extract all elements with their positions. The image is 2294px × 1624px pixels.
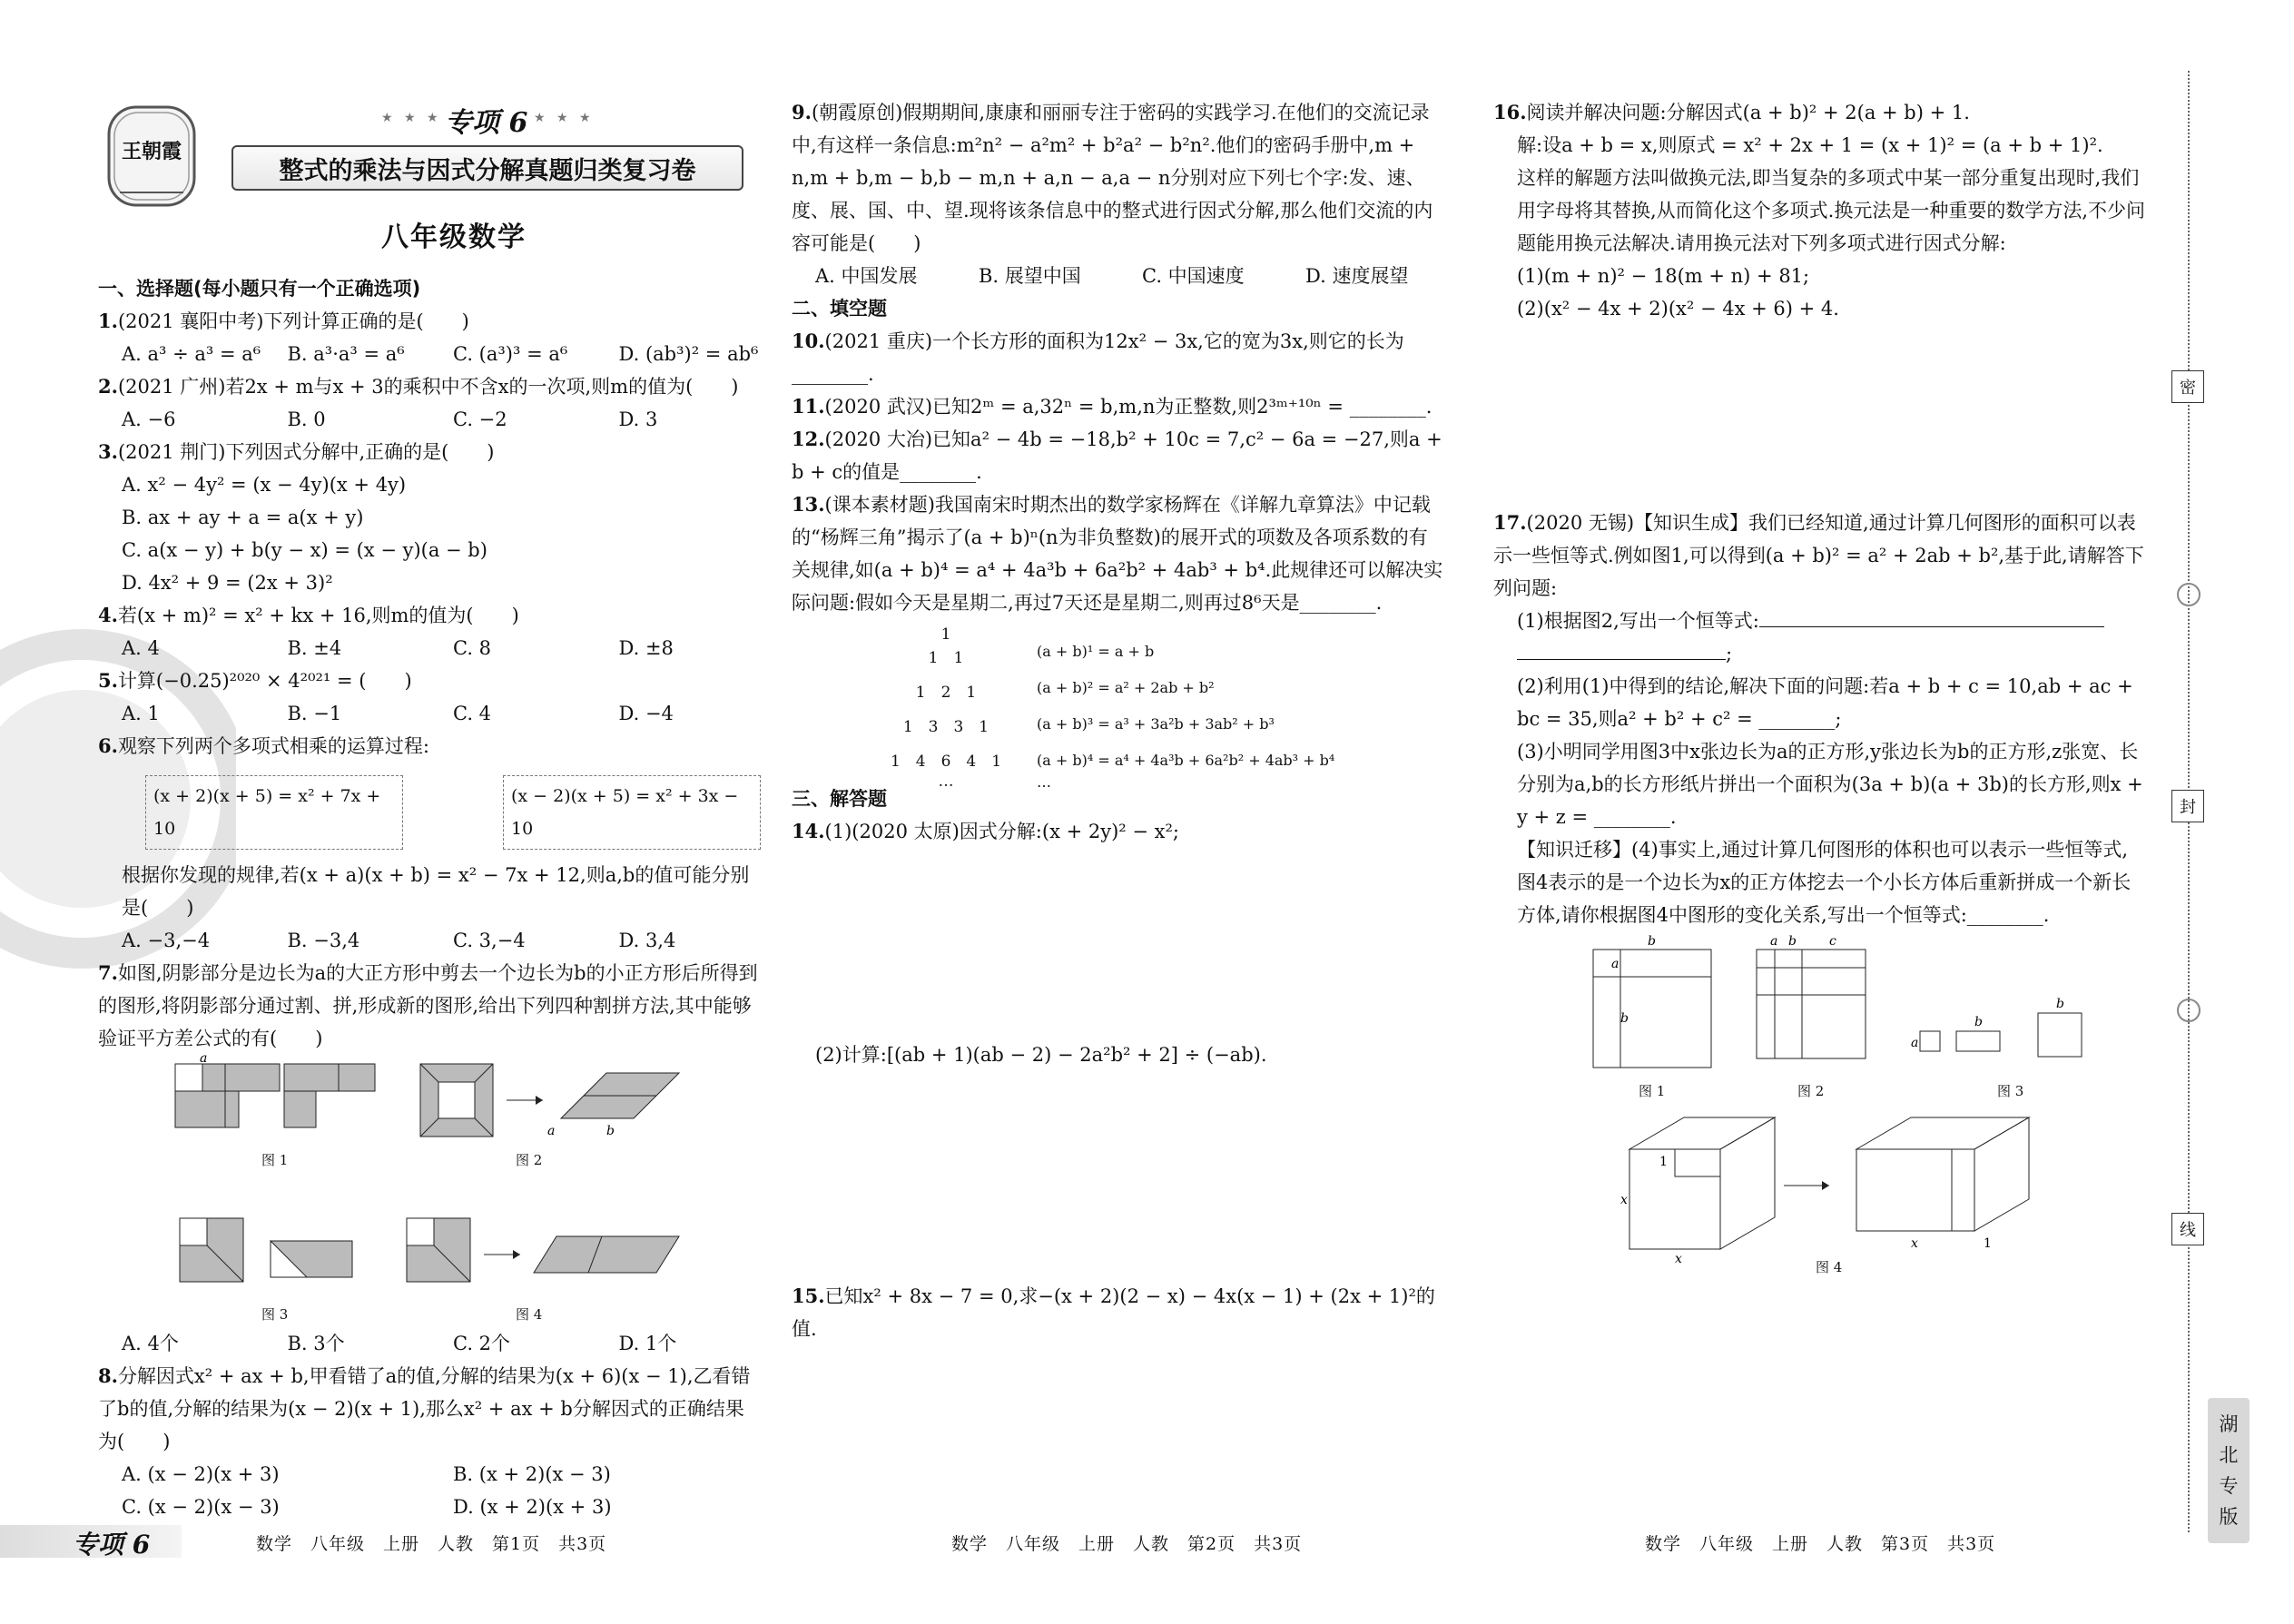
option-a[interactable]: A. 4个 bbox=[122, 1333, 179, 1354]
q6-question: 根据你发现的规律,若(x + a)(x + b) = x² − 7x + 12,则a,b的值可能分别是( ) bbox=[122, 864, 750, 919]
q6-equation-1: (x + 2)(x + 5) = x² + 7x + 10 bbox=[145, 775, 403, 850]
option-a[interactable]: A. −6 bbox=[122, 408, 176, 430]
triangle-row: 1 4 6 4 1 bbox=[890, 753, 1002, 771]
expansion-row: (a + b)⁴ = a⁴ + 4a³b + 6a²b² + 4ab³ + b⁴ bbox=[1037, 752, 1335, 769]
binding-mark-close: 封 bbox=[2171, 790, 2204, 822]
q6-options bbox=[98, 924, 761, 957]
svg-text:x: x bbox=[1911, 1236, 1918, 1251]
svg-text:b: b bbox=[1648, 934, 1656, 949]
question-15: 15.已知x² + 8x − 7 = 0,求−(x + 2)(2 − x) − 4x(x − 1) + (2x + 1)²的值. bbox=[792, 1284, 1435, 1340]
option-c[interactable]: C. (a³)³ = a⁶ bbox=[453, 343, 568, 365]
q5-options bbox=[98, 697, 761, 730]
svg-text:b: b bbox=[2056, 997, 2064, 1011]
option-c[interactable]: C. 8 bbox=[453, 637, 492, 659]
option-b[interactable]: B. 3个 bbox=[287, 1333, 345, 1354]
svg-text:a: a bbox=[1611, 957, 1620, 971]
svg-text:b: b bbox=[606, 1124, 615, 1138]
option-b[interactable]: B. a³·a³ = a⁶ bbox=[287, 343, 405, 365]
q17-fig1-caption: 图 1 bbox=[1639, 1083, 1666, 1099]
q8-options-row1 bbox=[98, 1458, 761, 1491]
binding-mark-line: 线 bbox=[2171, 1213, 2204, 1245]
expansion-row: (a + b)² = a² + 2ab + b² bbox=[1037, 679, 1215, 696]
option-c[interactable]: C. a(x − y) + b(y − x) = (x − y)(a − b) bbox=[122, 539, 487, 561]
expansion-list bbox=[1037, 634, 1334, 801]
q16-part1: (1)(m + n)² − 18(m + n) + 81; bbox=[1517, 265, 1810, 287]
q6-equations bbox=[98, 763, 761, 859]
svg-text:a: a bbox=[200, 1055, 208, 1066]
option-c[interactable]: C. 2个 bbox=[453, 1333, 511, 1354]
q4-options bbox=[98, 632, 761, 664]
question-9: 9.(朝霞原创)假期期间,康康和丽丽专注于密码的实践学习.在他们的交流记录中,有这样一条信息:m²n² − a²m² + b²a² − b²n².他们的密码手册中,m + n,m + b,m − b,b − m,n + a,n − a,a − n分别对应下列七个字:发、速、度、展、国、中、望.现将该条信息中的整式进行因式分解,那么他们交流的内容可能是( ) bbox=[792, 101, 1433, 254]
option-a[interactable]: A. 1 bbox=[122, 703, 160, 724]
question-8: 8.分解因式x² + ax + b,甲看错了a的值,分解的结果为(x + 6)(x − 1),乙看错了b的值,分解的结果为(x − 2)(x + 1),那么x² + ax + b分解因式的正确结果为( ) bbox=[98, 1364, 751, 1452]
triangle-numbers bbox=[882, 623, 1009, 793]
q17-part4: 【知识迁移】(4)事实上,通过计算几何图形的体积也可以表示一些恒等式,图4表示的是一个边长为x的正方体挖去一个小长方体后重新拼成一个新长方体,请你根据图4中图形的变化关系,写出一个恒等式:________. bbox=[1517, 839, 2132, 926]
question-3: 3.(2021 荆门)下列因式分解中,正确的是( ) bbox=[98, 440, 495, 463]
section-answer: 三、解答题 bbox=[792, 788, 887, 810]
option-d[interactable]: D. 1个 bbox=[618, 1333, 677, 1354]
option-a[interactable]: A. −3,−4 bbox=[122, 930, 211, 951]
yanghui-triangle bbox=[792, 619, 1445, 791]
triangle-row: 1 3 3 1 bbox=[902, 718, 989, 736]
option-d[interactable]: D. 速度展望 bbox=[1305, 265, 1409, 287]
section-fill: 二、填空题 bbox=[792, 298, 887, 320]
question-14-part1: 14.(1)(2020 太原)因式分解:(x + 2y)² − x²; bbox=[792, 820, 1179, 842]
q6-equation-2: (x − 2)(x + 5) = x² + 3x − 10 bbox=[503, 775, 761, 850]
svg-text:b: b bbox=[1788, 934, 1797, 949]
brand-name: 王朝霞 bbox=[121, 140, 182, 163]
answer-blank[interactable] bbox=[1517, 639, 1726, 660]
subject-title: 八年级数学 bbox=[381, 221, 527, 253]
q2-options bbox=[98, 403, 761, 436]
q7-fig3-caption: 图 3 bbox=[261, 1306, 289, 1323]
triangle-row: 1 1 bbox=[928, 649, 964, 667]
question-2: 2.(2021 广州)若2x + m与x + 3的乘积中不含x的一次项,则m的值为( ) bbox=[98, 375, 739, 398]
option-b[interactable]: B. (x + 2)(x − 3) bbox=[453, 1463, 611, 1485]
svg-text:a: a bbox=[1911, 1036, 1919, 1050]
question-11: 11.(2020 武汉)已知2ᵐ = a,32ⁿ = b,m,n为正整数,则2³ᵐ⁺¹⁰ⁿ = ________. bbox=[792, 395, 1433, 418]
option-b[interactable]: B. ax + ay + a = a(x + y) bbox=[122, 507, 364, 528]
question-10: 10.(2021 重庆)一个长方形的面积为12x² − 3x,它的宽为3x,则它的长为________. bbox=[792, 330, 1404, 385]
triangle-row: 1 bbox=[940, 625, 951, 644]
expansion-row: … bbox=[1037, 773, 1051, 791]
expansion-row: (a + b)¹ = a + b bbox=[1037, 643, 1155, 660]
question-12: 12.(2020 大冶)已知a² − 4b = −18,b² + 10c = 7,c² − 6a = −27,则a + b + c的值是________. bbox=[792, 428, 1442, 483]
option-a[interactable]: A. a³ ÷ a³ = a⁶ bbox=[122, 343, 261, 365]
header-decor-stars: ★ ★ ★ bbox=[381, 111, 442, 125]
svg-text:1: 1 bbox=[1659, 1155, 1668, 1169]
header-decor-stars-right: ★ ★ ★ bbox=[534, 111, 595, 125]
question-1: 1.(2021 襄阳中考)下列计算正确的是( ) bbox=[98, 310, 469, 332]
svg-text:x: x bbox=[1675, 1252, 1682, 1266]
q7-fig4-caption: 图 4 bbox=[516, 1306, 543, 1323]
option-c[interactable]: C. 4 bbox=[453, 703, 492, 724]
svg-text:b: b bbox=[1620, 1011, 1629, 1026]
answer-space-16[interactable] bbox=[1493, 325, 2147, 507]
logo bbox=[102, 102, 202, 211]
q9-options bbox=[792, 260, 1445, 292]
svg-text:x: x bbox=[1620, 1193, 1628, 1207]
q7-fig1-caption: 图 1 bbox=[261, 1152, 289, 1168]
option-d[interactable]: D. (x + 2)(x + 3) bbox=[453, 1496, 612, 1518]
option-a[interactable]: A. x² − 4y² = (x − 4y)(x + 4y) bbox=[122, 474, 407, 496]
column-1 bbox=[98, 272, 761, 1523]
triangle-row: 1 2 1 bbox=[915, 684, 977, 702]
option-d[interactable]: D. 4x² + 9 = (2x + 3)² bbox=[122, 572, 333, 594]
footer-page-2: 数学 八年级 上册 人教 第2页 共3页 bbox=[951, 1534, 1303, 1554]
option-c[interactable]: C. −2 bbox=[453, 408, 507, 430]
q7-fig2-caption: 图 2 bbox=[516, 1152, 543, 1168]
q17-fig2-caption: 图 2 bbox=[1797, 1083, 1825, 1099]
q17-figures bbox=[1493, 931, 2147, 1275]
footer-tab-label: 专项 6 bbox=[73, 1530, 151, 1560]
option-a[interactable]: A. 中国发展 bbox=[815, 265, 918, 287]
option-b[interactable]: B. 展望中国 bbox=[979, 265, 1081, 287]
question-14-part2: (2)计算:[(ab + 1)(ab − 2) − 2a²b² + 2] ÷ (−ab). bbox=[815, 1044, 1267, 1066]
question-5: 5.计算(−0.25)²⁰²⁰ × 4²⁰²¹ = ( ) bbox=[98, 669, 412, 692]
svg-text:a: a bbox=[1770, 934, 1778, 949]
option-b[interactable]: B. −3,4 bbox=[287, 930, 360, 951]
section-choice: 一、选择题(每小题只有一个正确选项) bbox=[98, 278, 421, 300]
edition-label: 湖北专版 bbox=[2219, 1413, 2239, 1528]
footer-page-3: 数学 八年级 上册 人教 第3页 共3页 bbox=[1645, 1534, 1996, 1554]
answer-space-14-1[interactable] bbox=[792, 848, 1445, 1038]
svg-text:a: a bbox=[547, 1124, 556, 1138]
q17-part1: (1)根据图2,写出一个恒等式: bbox=[1493, 605, 2147, 637]
q16-explanation: 这样的解题方法叫做换元法,即当复杂的多项式中某一部分重复出现时,我们用字母将其替换,从而简化这个多项式.换元法是一种重要的数学方法,不少问题能用换元法解决.请用换元法对下列多项式进行因式分解: bbox=[1517, 167, 2146, 254]
option-d[interactable]: D. ±8 bbox=[618, 637, 674, 659]
series-label: 专项 6 bbox=[445, 107, 528, 139]
q8-options-row2 bbox=[98, 1491, 761, 1523]
option-c[interactable]: C. (x − 2)(x − 3) bbox=[122, 1496, 280, 1518]
question-16: 16.阅读并解决问题:分解因式(a + b)² + 2(a + b) + 1. bbox=[1493, 101, 1970, 123]
question-4: 4.若(x + m)² = x² + kx + 16,则m的值为( ) bbox=[98, 604, 519, 626]
column-3 bbox=[1493, 96, 2147, 1275]
question-13: 13.(课本素材题)我国南宋时期杰出的数学家杨辉在《详解九章算法》中记载的“杨辉三角”揭示了(a + b)ⁿ(n为非负整数)的展开式的项数及各项系数的有关规律,如(a + b)⁴ = a⁴ + 4a³b + 6a²b² + 4ab³ + b⁴.此规律还可以解决实际问题:假如今天是星期二,再过7天还是星期二,则再过8⁶天是________. bbox=[792, 493, 1443, 614]
q17-fig4-caption: 图 4 bbox=[1816, 1259, 1843, 1275]
option-d[interactable]: D. −4 bbox=[618, 703, 674, 724]
option-b[interactable]: B. −1 bbox=[287, 703, 342, 724]
footer-page-1: 数学 八年级 上册 人教 第1页 共3页 bbox=[256, 1534, 607, 1554]
binding-mark-seal: 密 bbox=[2171, 370, 2204, 403]
q7-figures bbox=[98, 1055, 761, 1327]
q1-options bbox=[98, 338, 761, 370]
option-a[interactable]: A. 4 bbox=[122, 637, 160, 659]
triangle-row: … bbox=[938, 773, 954, 791]
question-6: 6.观察下列两个多项式相乘的运算过程: bbox=[98, 734, 430, 757]
option-a[interactable]: A. (x − 2)(x + 3) bbox=[122, 1463, 280, 1485]
option-b[interactable]: B. 0 bbox=[287, 408, 326, 430]
expansion-row: (a + b)³ = a³ + 3a²b + 3ab² + b³ bbox=[1037, 715, 1275, 733]
option-d[interactable]: D. (ab³)² = ab⁶ bbox=[618, 343, 759, 365]
svg-text:b: b bbox=[1974, 1015, 1983, 1029]
q17-fig3-caption: 图 3 bbox=[1997, 1083, 2024, 1099]
answer-blank[interactable] bbox=[1759, 606, 2104, 627]
q7-options bbox=[98, 1327, 761, 1360]
q17-part3: (3)小明同学用图3中x张边长为a的正方形,y张边长为b的正方形,z张宽、长分别为a,b的长方形纸片拼出一个面积为(3a + b)(a + 3b)的长方形,则x + y + z = ________. bbox=[1517, 741, 2143, 828]
option-c[interactable]: C. 3,−4 bbox=[453, 930, 526, 951]
q17-part2: (2)利用(1)中得到的结论,解决下面的问题:若a + b + c = 10,ab + ac + bc = 35,则a² + b² + c² = ________; bbox=[1517, 675, 2133, 730]
option-c[interactable]: C. 中国速度 bbox=[1142, 265, 1245, 287]
q16-solution: 解:设a + b = x,则原式 = x² + 2x + 1 = (x + 1)² = (a + b + 1)². bbox=[1517, 134, 2103, 156]
q7-figure-art bbox=[98, 1055, 761, 1327]
q16-part2: (2)(x² − 4x + 2)(x² − 4x + 6) + 4. bbox=[1517, 298, 1839, 320]
answer-space-14-2[interactable] bbox=[792, 1071, 1445, 1280]
question-17: 17.(2020 无锡)【知识生成】我们已经知道,通过计算几何图形的面积可以表示一些恒等式.例如图1,可以得到(a + b)² = a² + 2ab + b²,基于此,请解答下列问题: bbox=[1493, 511, 2144, 599]
svg-text:1: 1 bbox=[1984, 1236, 1992, 1251]
option-d[interactable]: D. 3 bbox=[618, 408, 658, 430]
q17-part1-continued: ; bbox=[1493, 637, 2147, 670]
svg-text:c: c bbox=[1829, 934, 1836, 949]
option-b[interactable]: B. ±4 bbox=[287, 637, 342, 659]
page-title: 整式的乘法与因式分解真题归类复习卷 bbox=[279, 157, 696, 185]
option-d[interactable]: D. 3,4 bbox=[618, 930, 676, 951]
binding-hole-icon bbox=[2177, 583, 2200, 606]
question-7: 7.如图,阴影部分是边长为a的大正方形中剪去一个边长为b的小正方形后所得到的图形,将阴影部分通过割、拼,形成新的图形,给出下列四种割拼方法,其中能够验证平方差公式的有( ) bbox=[98, 961, 758, 1049]
column-2 bbox=[792, 96, 1445, 1345]
binding-hole-icon bbox=[2177, 999, 2200, 1022]
